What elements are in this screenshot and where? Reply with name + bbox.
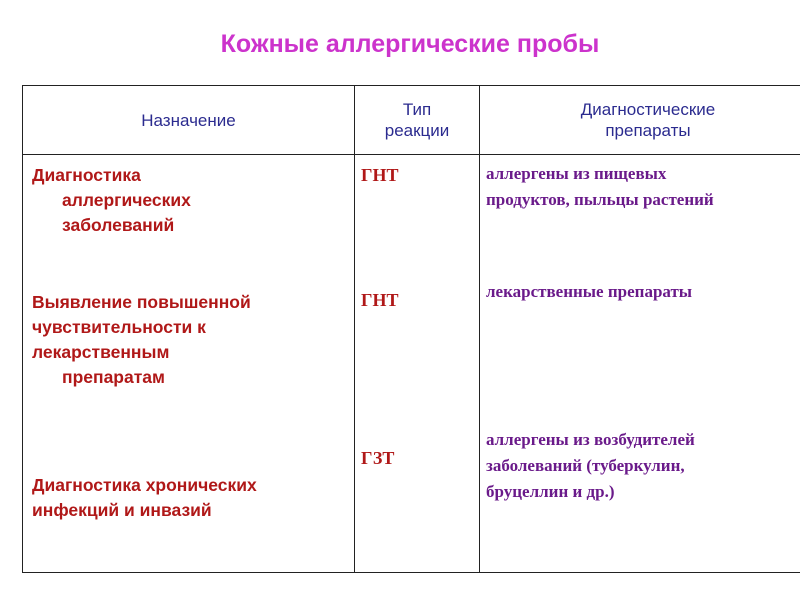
page-title: Кожные аллергические пробы [220,30,600,58]
header-purpose: Назначение [23,86,355,155]
reaction-type-2: ГНТ [361,290,399,310]
preparation-item-3 [486,427,800,505]
purpose-line: Диагностика [32,165,141,185]
reaction-type-3: ГЗТ [361,448,395,468]
purpose-line: Диагностика хронических [32,475,257,495]
purpose-line: заболеваний [62,215,175,235]
reaction-type-1: ГНТ [361,165,399,185]
header-reaction-type-line1: Тип [402,100,432,119]
purpose-line: Выявление повышенной [32,292,251,312]
purpose-line: лекарственным [32,342,170,362]
purpose-line: препаратам [62,367,165,387]
purpose-cell [23,155,355,573]
header-preparations-line1: Диагностические [580,100,716,119]
header-preparations [480,86,800,155]
header-preparations-line2: препараты [605,121,691,140]
preparation-line: продуктов, пыльцы растений [486,190,714,209]
purpose-item-3 [32,473,332,523]
preparation-item-2 [486,279,800,305]
reaction-type-cell [355,155,480,573]
preparation-line: аллергены из возбудителей [486,430,695,449]
preparation-line: заболеваний (туберкулин, [486,456,685,475]
preparation-line: лекарственные препараты [486,282,693,301]
purpose-line: аллергических [62,190,191,210]
preparation-line: аллергены из пищевых [486,164,667,183]
preparation-line: бруцеллин и др.) [486,482,615,501]
purpose-item-1 [32,163,332,238]
purpose-line: инфекций и инвазий [32,500,212,520]
purpose-line: чувствительности к [32,317,206,337]
header-reaction-type-line2: реакции [384,121,450,140]
preparation-item-1 [486,161,800,213]
header-reaction-type [355,86,480,155]
preparations-cell [480,155,800,573]
table-body-row [23,155,800,573]
table-header-row [23,86,800,155]
purpose-item-2 [32,290,332,390]
allergy-tests-table [22,85,800,573]
